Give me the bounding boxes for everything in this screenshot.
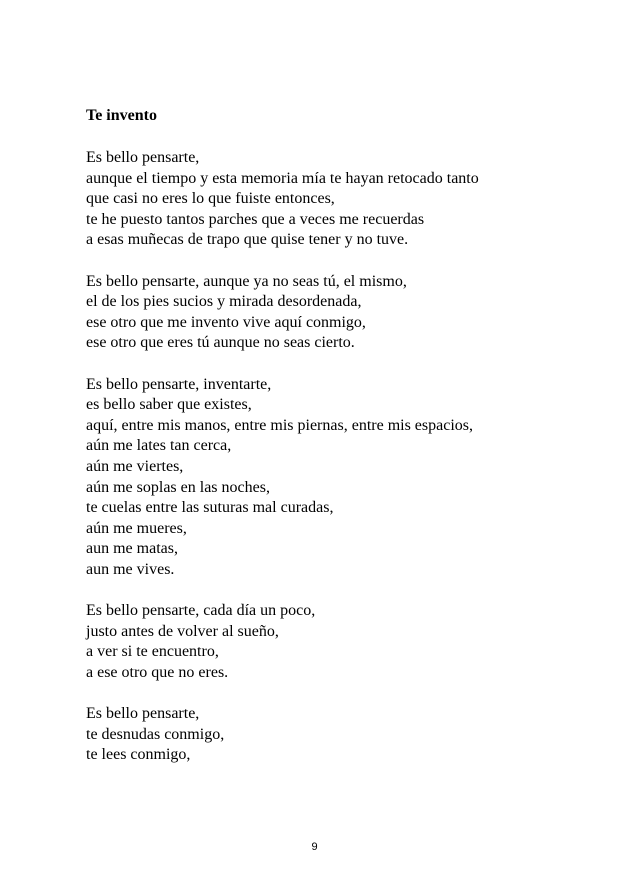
poem-line: Es bello pensarte,	[86, 149, 200, 166]
poem-line: justo antes de volver al sueño,	[86, 622, 279, 640]
stanza-5	[86, 704, 606, 766]
poem-line: ese otro que eres tú aunque no seas cierto.	[86, 334, 355, 352]
poem-line: es bello saber que existes,	[86, 396, 252, 414]
poem-line: Es bello pensarte,	[86, 705, 200, 723]
poem-line: Es bello pensarte, inventarte,	[86, 375, 272, 393]
poem-line: Es bello pensarte, aunque ya no seas tú, el mismo,	[86, 272, 407, 290]
poem-line: te he puesto tantos parches que a veces me recuerdas	[86, 210, 425, 228]
poem-line: a ver si te encuentro,	[86, 643, 219, 661]
stanza-4	[86, 601, 606, 683]
poem-line: el de los pies sucios y mirada desordenada,	[86, 293, 362, 311]
poem-body	[86, 148, 606, 786]
poem-title: Te invento	[86, 107, 157, 124]
poem-line: Es bello pensarte, cada día un poco,	[86, 602, 316, 620]
poem-line: aún me lates tan cerca,	[86, 437, 232, 455]
poem-line: te cuelas entre las suturas mal curadas,	[86, 499, 334, 517]
poem-line: aún me mueres,	[86, 519, 187, 537]
poem-line: aquí, entre mis manos, entre mis piernas, entre mis espacios,	[86, 416, 474, 434]
poem-line: aún me soplas en las noches,	[86, 478, 270, 496]
stanza-1	[86, 148, 606, 251]
poem-line: ese otro que me invento vive aquí conmigo,	[86, 313, 366, 331]
poem-line: aunque el tiempo y esta memoria mía te hayan retocado tanto	[86, 169, 479, 187]
poem-line: a ese otro que no eres.	[86, 663, 229, 681]
page-number: 9	[311, 841, 318, 853]
stanza-3	[86, 375, 606, 581]
poem-line: aún me viertes,	[86, 457, 184, 475]
poem-line: aun me vives.	[86, 560, 175, 578]
poem-line: aun me matas,	[86, 540, 178, 558]
poem-line: te desnudas conmigo,	[86, 725, 225, 743]
stanza-2	[86, 272, 606, 354]
poem-line: a esas muñecas de trapo que quise tener y no tuve.	[86, 231, 409, 249]
poem-line: que casi no eres lo que fuiste entonces,	[86, 190, 335, 208]
poem-line: te lees conmigo,	[86, 746, 191, 764]
